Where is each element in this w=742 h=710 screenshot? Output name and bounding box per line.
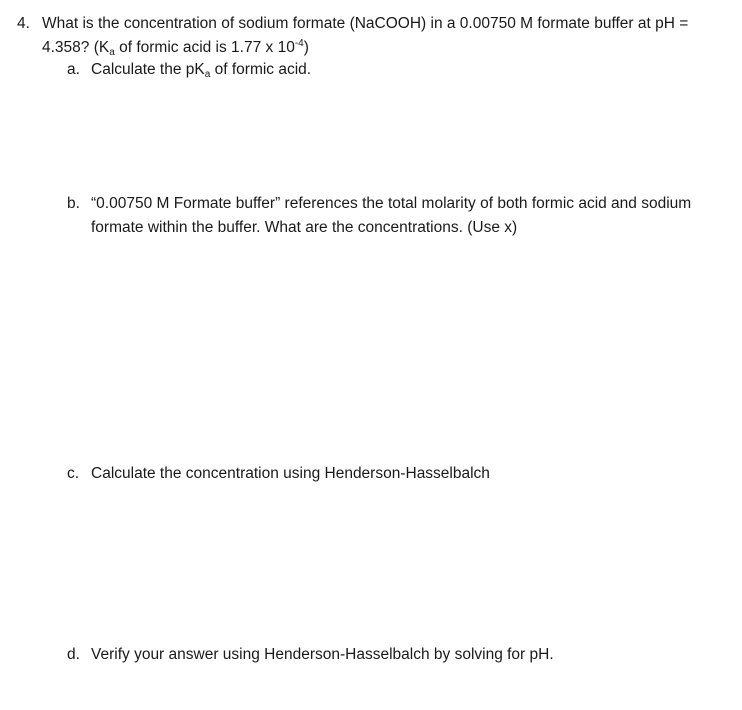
part-b-text-line-2: formate within the buffer. What are the concentrations. (Use x) <box>91 219 518 236</box>
part-a-text: Calculate the $pK_a$ of formic acid. <box>91 61 312 80</box>
part-d-text: Verify your answer using Henderson-Hasselbalch by solving for pH. <box>91 646 554 663</box>
question-text-line-2: 4.358? ($K_a$ of formic acid is 1.77 x $10^{-4}$) <box>42 38 309 58</box>
part-c-text: Calculate the concentration using Henderson-Hasselbalch <box>91 465 490 482</box>
part-a-letter: a. <box>67 61 80 78</box>
part-c-letter: c. <box>67 465 80 482</box>
question-text-line-1: What is the concentration of sodium formate (NaCOOH) in a 0.00750 M formate buffer at pH = <box>42 15 689 32</box>
part-b-text-line-1: “0.00750 M Formate buffer” references the total molarity of both formic acid and sodium <box>91 195 692 212</box>
part-d-letter: d. <box>67 646 80 663</box>
part-b-letter: b. <box>67 195 80 212</box>
question-number: 4. <box>17 15 30 32</box>
